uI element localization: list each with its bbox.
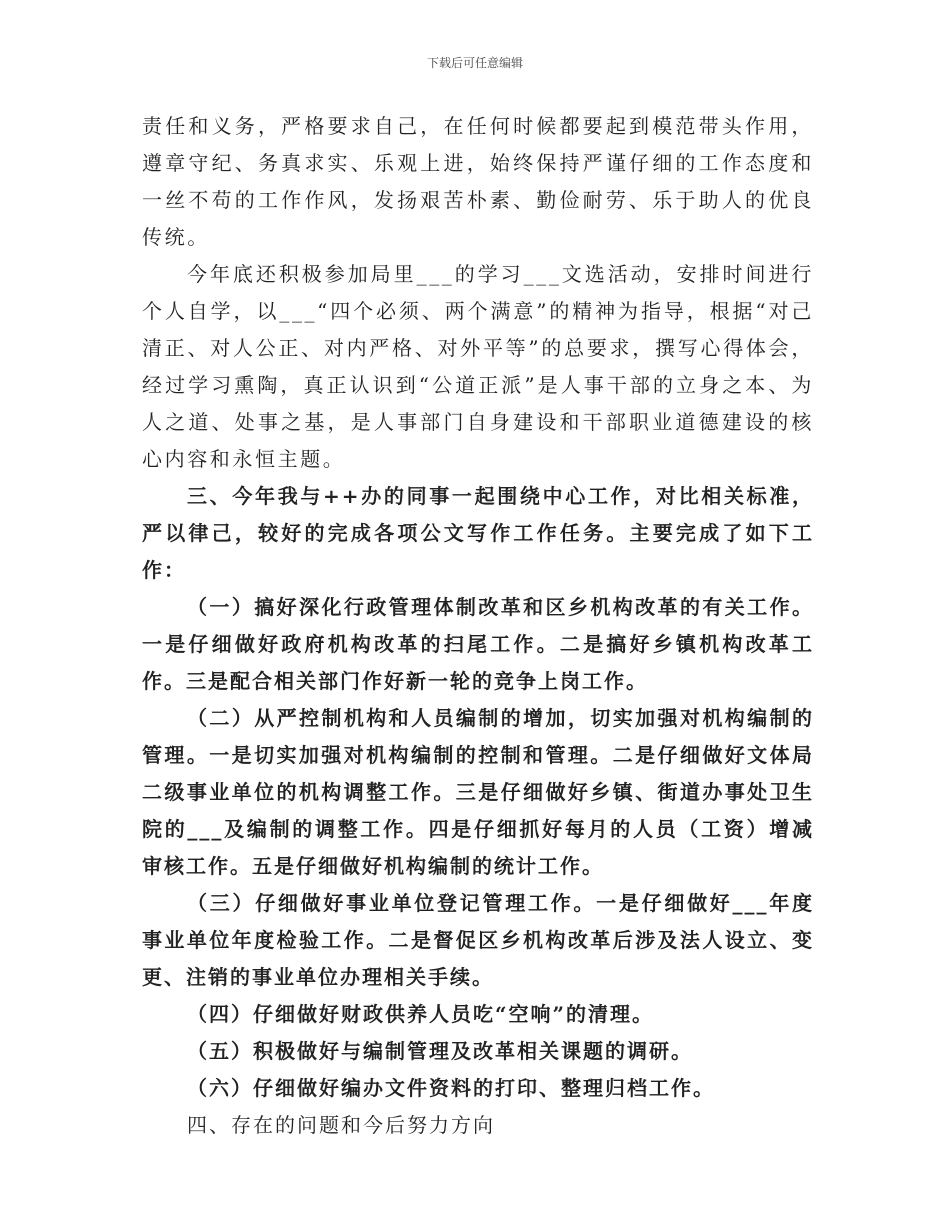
item-one: （一）搞好深化行政管理体制改革和区乡机构改革的有关工作。一是仔细做好政府机构改革的扫尾工作。二是搞好乡镇机构改革工作。三是配合相关部门作好新一轮的竞争上岗工作。 (142, 595, 814, 693)
paragraph-duties: 责任和义务，严格要求自己，在任何时候都要起到模范带头作用，遵章守纪、务真求实、乐观上进，始终保持严谨仔细的工作态度和一丝不苟的工作作风，发扬艰苦朴素、勤俭耐劳、乐于助人的优良传统。 (142, 114, 814, 249)
item-six: （六）仔细做好编办文件资料的打印、整理归档工作。 (187, 1076, 715, 1100)
item-four: （四）仔细做好财政供养人员吃“空响”的清理。 (187, 1002, 655, 1026)
item-two: （二）从严控制机构和人员编制的增加，切实加强对机构编制的管理。一是切实加强对机构编制的控制和管理。二是仔细做好文体局二级事业单位的机构调整工作。三是仔细做好乡镇、街道办事处卫生院的___及编制的调整工作。四是仔细抓好每月的人员（工资）增减审核工作。五是仔细做好机构编制的统计工作。 (142, 706, 814, 878)
page-header: 下载后可任意编辑 (426, 56, 523, 70)
item-five: （五）积极做好与编制管理及改革相关课题的调研。 (187, 1039, 693, 1063)
paragraph-study: 今年底还积极参加局里___的学习___文选活动，安排时间进行个人自学，以___“四个必须、两个满意”的精神为指导，根据“对己清正、对人公正、对内严格、对外平等”的总要求，撰写心得体会，经过学习熏陶，真正认识到“公道正派”是人事干部的立身之本、为人之道、处事之基，是人事部门自身建设和干部职业道德建设的核心内容和永恒主题。 (142, 262, 814, 471)
section-four-heading: 四、存在的问题和今后努力方向 (187, 1113, 495, 1137)
item-three: （三）仔细做好事业单位登记管理工作。一是仔细做好___年度事业单位年度检验工作。二是督促区乡机构改革后涉及法人设立、变更、注销的事业单位办理相关手续。 (142, 891, 814, 989)
section-three-heading: 三、今年我与++办的同事一起围绕中心工作，对比相关标准，严以律己，较好的完成各项公文写作工作任务。主要完成了如下工作： (142, 484, 814, 582)
document-body (142, 108, 814, 1144)
